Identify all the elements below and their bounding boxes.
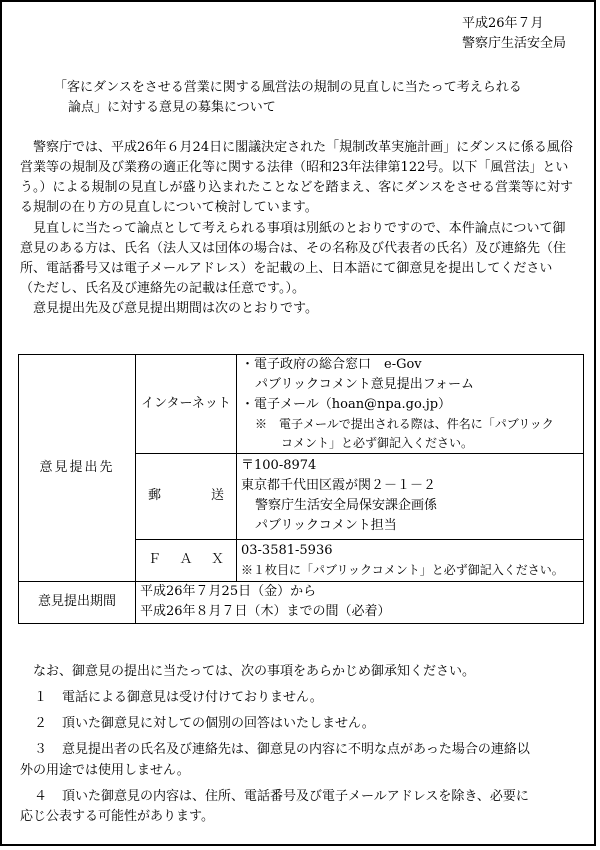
internet-line-email[interactable]: ・電子メール（hoan@npa.go.jp） <box>241 397 452 413</box>
note-number: １ <box>34 690 48 706</box>
fax-label-a: Ａ <box>179 552 193 568</box>
note-item-2 <box>20 714 576 734</box>
post-address: 東京都千代田区霞が関２－１－２ <box>241 477 437 493</box>
body-paragraph-3: 意見提出先及び意見提出期間は次のとおりです。 <box>33 301 318 317</box>
fax-label-f: Ｆ <box>148 552 162 568</box>
internet-line-form[interactable]: パブリックコメント意見提出フォーム <box>255 377 475 393</box>
fax-details <box>237 539 584 581</box>
notes-intro: なお、御意見の提出に当たっては、次の事項をあらかじめ御承知ください。 <box>33 664 476 679</box>
note-item-3 <box>20 740 576 780</box>
submission-table <box>18 354 584 624</box>
post-zip: 〒100-8974 <box>241 457 317 473</box>
period-start: 平成26年７月25日（金）から <box>140 583 317 599</box>
internet-details <box>237 355 584 454</box>
note-continuation: 外の用途では使用しません。 <box>20 762 190 778</box>
internet-note-1: ※ 電子メールで提出される際は、件名に「パブリック <box>255 417 554 432</box>
subject-line-2: 論点」に対する意見の募集について <box>68 100 276 116</box>
notes-section <box>20 662 576 827</box>
note-text: 頂いた御意見の内容は、住所、電話番号及び電子メールアドレスを除き、必要に <box>62 788 529 804</box>
note-text: 電話による御意見は受け付けておりません。 <box>62 690 323 706</box>
fax-label <box>136 539 237 581</box>
note-text: 頂いた御意見に対しての個別の回答はいたしません。 <box>62 716 375 732</box>
note-number: ３ <box>34 742 48 758</box>
post-label-1: 郵 <box>148 488 162 504</box>
post-contact: パブリックコメント担当 <box>255 518 397 534</box>
note-item-1 <box>20 688 576 708</box>
post-details <box>237 453 584 539</box>
document-subject <box>54 78 574 118</box>
note-continuation: 応じ公表する可能性があります。 <box>20 808 214 824</box>
internet-note-2: コメント」と必ず御記入ください。 <box>281 436 474 451</box>
note-number: ２ <box>34 716 48 732</box>
period-details <box>136 581 584 623</box>
note-item-4 <box>20 787 576 827</box>
document-body <box>20 138 576 319</box>
header-date: 平成26年７月 <box>461 16 544 31</box>
internet-line-egov: ・電子政府の総合窓口 e-Gov <box>241 357 422 372</box>
subject-line-1: 「客にダンスをさせる営業に関する風営法の規制の見直しに当たって考えられる <box>54 80 522 95</box>
fax-number: 03-3581-5936 <box>241 542 333 558</box>
document-header <box>462 14 566 54</box>
post-department: 警察庁生活安全局保安課企画係 <box>255 498 438 514</box>
body-paragraph-1: 警察庁では、平成26年６月24日に閣議決定された「規制改革実施計画」にダンスに係る風俗営業等の規制及び業務の適正化等に関する法律（昭和23年法律第122号。以下「風営法」という。）による規制の見直しが盛り込まれたことなどを踏まえ、客にダンスをさせる営業等に対する規制の在り方の見直しについて検討しています。 <box>20 140 574 216</box>
internet-label: インターネット <box>136 355 237 454</box>
post-label <box>136 453 237 539</box>
note-number: ４ <box>34 788 48 804</box>
submit-destination-label: 意見提出先 <box>19 355 136 582</box>
body-paragraph-2: 見直しに当たって論点として考えられる事項は別紙のとおりですので、本件論点について御意見のある方は、氏名（法人又は団体の場合は、その名称及び代表者の氏名）及び連絡先（住所、電話番号又は電子メールアドレス）を記載の上、日本語にて御意見を提出してください（ただし、氏名及び連絡先の記載は任意です。）。 <box>20 220 567 296</box>
fax-label-x: Ｘ <box>210 552 224 568</box>
post-label-2: 送 <box>210 488 224 504</box>
period-end: 平成26年８月７日（木）までの間（必着） <box>140 604 391 620</box>
header-org: 警察庁生活安全局 <box>461 36 566 52</box>
note-text: 意見提出者の氏名及び連絡先は、御意見の内容に不明な点があった場合の連絡以 <box>62 742 530 758</box>
fax-note: ※１枚目に「パブリックコメント」と必ず御記入ください。 <box>241 562 564 577</box>
period-label: 意見提出期間 <box>19 581 136 623</box>
